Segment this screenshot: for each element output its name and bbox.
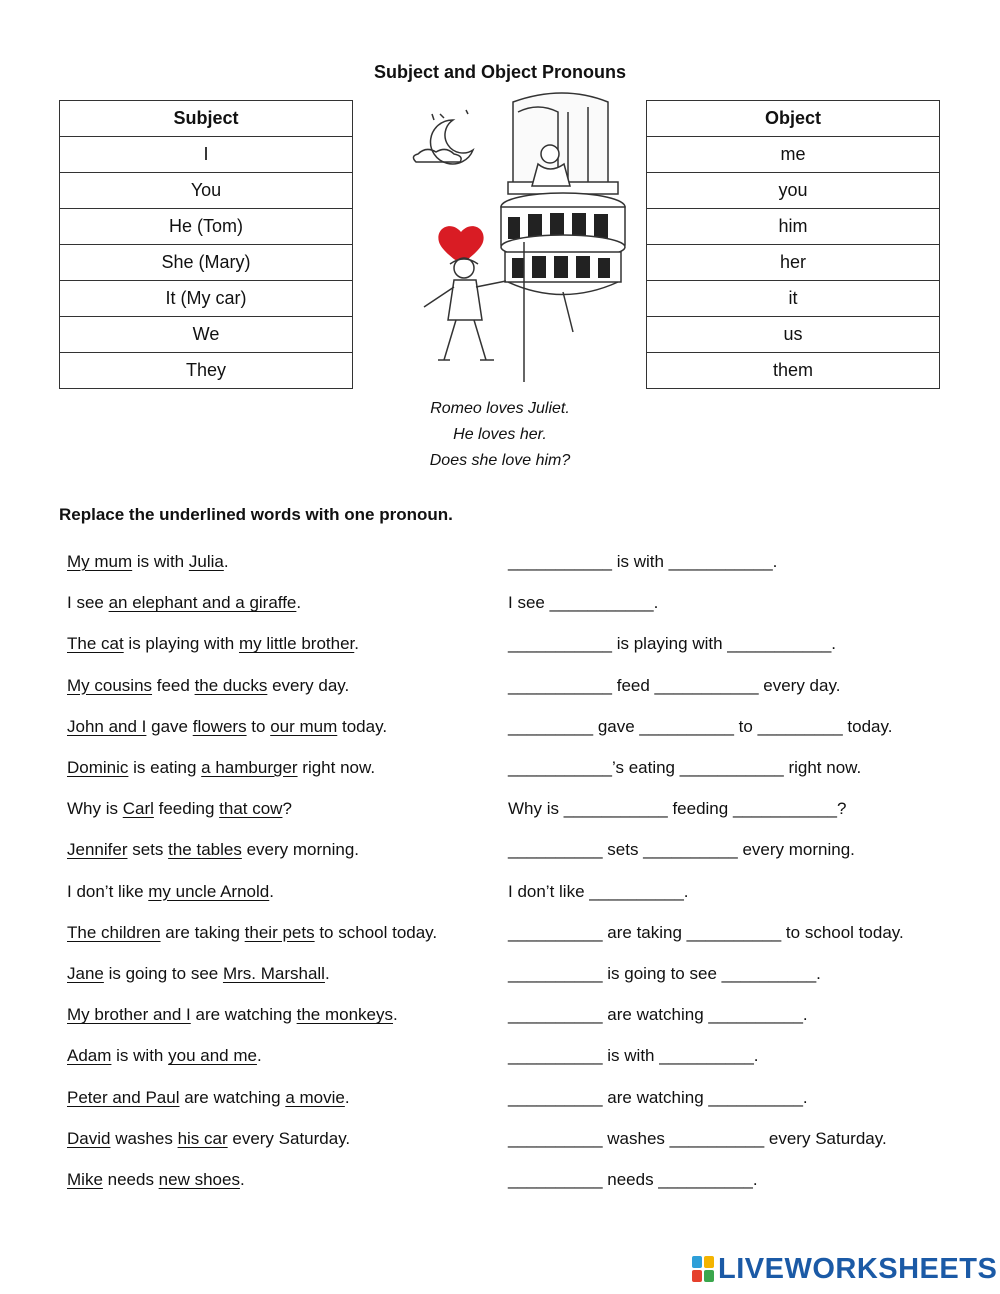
sentence-text: to school today. (314, 922, 438, 942)
sentence-text: feed (152, 675, 195, 695)
underlined-phrase: Mike (67, 1170, 103, 1189)
answer-line[interactable]: __________ are taking __________ to school today. (508, 922, 904, 942)
subject-cell: They (60, 353, 353, 389)
exercise-sentence (67, 1005, 398, 1025)
sentence-text: every day. (267, 675, 350, 695)
subject-cell: He (Tom) (60, 209, 353, 245)
answer-line[interactable]: __________ needs __________. (508, 1170, 758, 1189)
moon-icon (431, 120, 473, 164)
underlined-phrase: David (67, 1128, 111, 1148)
answer-line[interactable]: Why is ___________ feeding ___________? (508, 799, 847, 819)
underlined-phrase: John and I (67, 716, 147, 736)
exercise-sentence (67, 964, 330, 984)
exercise-sentence (67, 1129, 350, 1149)
subject-cell: It (My car) (60, 281, 353, 317)
underlined-phrase: their pets (244, 922, 315, 942)
underlined-phrase: you and me (168, 1046, 257, 1066)
object-header: Object (647, 101, 940, 137)
answer-line[interactable]: ___________ feed ___________ every day. (508, 675, 841, 695)
instruction: Replace the underlined words with one pronoun. (59, 505, 453, 524)
exercise-sentence (67, 799, 292, 819)
underlined-phrase: The children (67, 922, 161, 942)
sentence-text: . (324, 964, 330, 983)
underlined-phrase: Adam (67, 1046, 112, 1066)
logo-text: LIVEWORKSHEETS (718, 1252, 998, 1285)
underlined-phrase: My mum (67, 552, 133, 571)
sentence-text: Why is (67, 799, 123, 819)
sentence-text: needs (102, 1170, 159, 1189)
page-title: Subject and Object Pronouns (373, 62, 627, 82)
exercise-sentence (67, 1170, 245, 1190)
sentence-text: is with (132, 552, 189, 571)
sentence-text: . (269, 881, 274, 901)
answer-line[interactable]: I don’t like __________. (508, 881, 689, 901)
romeo-juliet-illustration (358, 92, 644, 388)
sentence-text: every morning. (241, 840, 360, 860)
underlined-phrase: new shoes (158, 1170, 240, 1189)
caption-line: Romeo loves Juliet. (430, 400, 570, 417)
answer-line[interactable]: __________ sets __________ every morning. (508, 840, 855, 860)
underlined-phrase: his car (177, 1128, 228, 1148)
object-cell: it (647, 281, 940, 317)
sentence-text: every Saturday. (227, 1128, 351, 1148)
sentence-text: today. (337, 716, 388, 736)
underlined-phrase: the monkeys (296, 1005, 394, 1025)
underlined-phrase: an elephant and a giraffe (108, 593, 297, 613)
underlined-phrase: Peter and Paul (67, 1087, 180, 1107)
answer-line[interactable]: __________ washes __________ every Saturday. (508, 1128, 887, 1148)
object-table (646, 100, 940, 389)
object-cell: me (647, 137, 940, 173)
underlined-phrase: Mrs. Marshall (222, 964, 325, 983)
subject-cell: You (60, 173, 353, 209)
underlined-phrase: that cow (219, 799, 283, 819)
liveworksheets-logo (692, 1254, 997, 1284)
underlined-phrase: Dominic (67, 758, 129, 777)
underlined-phrase: Jane (67, 964, 104, 983)
sentence-text: ? (282, 799, 292, 819)
sentence-text: is with (111, 1046, 169, 1066)
object-cell: us (647, 317, 940, 353)
underlined-phrase: our mum (270, 716, 338, 736)
exercise-sentence (67, 1088, 350, 1108)
sentence-text: . (354, 634, 359, 654)
answer-line[interactable]: __________ is with __________. (508, 1046, 759, 1066)
answer-line[interactable]: ___________ is playing with ___________. (508, 634, 836, 654)
sentence-text: I don’t like (67, 881, 149, 901)
subject-cell: She (Mary) (60, 245, 353, 281)
sentence-text: are watching (179, 1087, 286, 1107)
exercise-sentence (67, 634, 359, 654)
sentence-text: is eating (128, 758, 202, 777)
answer-line[interactable]: ___________’s eating ___________ right now. (508, 758, 862, 777)
sentence-text: sets (127, 840, 169, 860)
answer-line[interactable]: I see ___________. (508, 593, 659, 613)
underlined-phrase: flowers (192, 716, 247, 736)
sentence-text: . (296, 593, 302, 613)
exercise-sentence (67, 923, 437, 943)
answer-line[interactable]: __________ are watching __________. (508, 1005, 808, 1025)
subject-cell: We (60, 317, 353, 353)
object-cell: them (647, 353, 940, 389)
underlined-phrase: a hamburger (201, 758, 298, 777)
sentence-text: . (223, 552, 229, 571)
sentence-text: are taking (160, 922, 245, 942)
underlined-phrase: my uncle Arnold (148, 881, 270, 901)
exercise-sentence (67, 758, 375, 778)
sentence-text: gave (146, 716, 193, 736)
sentence-text: is playing with (123, 634, 239, 654)
sentence-text: right now. (297, 758, 376, 777)
object-cell: him (647, 209, 940, 245)
underlined-phrase: the ducks (194, 675, 268, 695)
underlined-phrase: My brother and I (67, 1005, 191, 1025)
underlined-phrase: a movie (285, 1087, 345, 1107)
object-cell: her (647, 245, 940, 281)
subject-header: Subject (60, 101, 353, 137)
exercise-sentence (67, 840, 359, 860)
answer-line[interactable]: _________ gave __________ to _________ today. (508, 716, 893, 736)
underlined-phrase: Julia (188, 552, 224, 571)
exercise-sentence (67, 1046, 262, 1066)
logo-badge-icon (692, 1256, 714, 1282)
subject-cell: I (60, 137, 353, 173)
sentence-text: I see (67, 593, 109, 613)
underlined-phrase: My cousins (67, 675, 153, 695)
sentence-text: . (256, 1046, 262, 1066)
answer-line[interactable]: ___________ is with ___________. (508, 552, 778, 571)
sentence-text: washes (110, 1128, 178, 1148)
underlined-phrase: Carl (122, 799, 154, 819)
answer-line[interactable]: __________ is going to see __________. (508, 964, 821, 983)
underlined-phrase: the tables (168, 840, 242, 860)
answer-line[interactable]: __________ are watching __________. (508, 1087, 808, 1107)
underlined-phrase: my little brother (238, 634, 355, 654)
subject-table (59, 100, 353, 389)
exercise-sentence (67, 717, 387, 737)
underlined-phrase: Jennifer (67, 840, 128, 860)
caption-line: He loves her. (453, 426, 547, 443)
exercise-sentence (67, 552, 229, 572)
sentence-text: is going to see (103, 964, 223, 983)
sentence-text: are watching (190, 1005, 297, 1025)
sentence-text: . (239, 1170, 245, 1189)
exercise-sentence (67, 676, 349, 696)
underlined-phrase: The cat (67, 634, 124, 654)
exercise-sentence (67, 593, 301, 613)
sentence-text: . (393, 1005, 398, 1025)
caption-line: Does she love him? (429, 452, 571, 469)
sentence-text: feeding (153, 799, 220, 819)
object-cell: you (647, 173, 940, 209)
exercise-sentence (67, 882, 274, 902)
sentence-text: . (344, 1087, 350, 1107)
sentence-text: to (246, 716, 271, 736)
